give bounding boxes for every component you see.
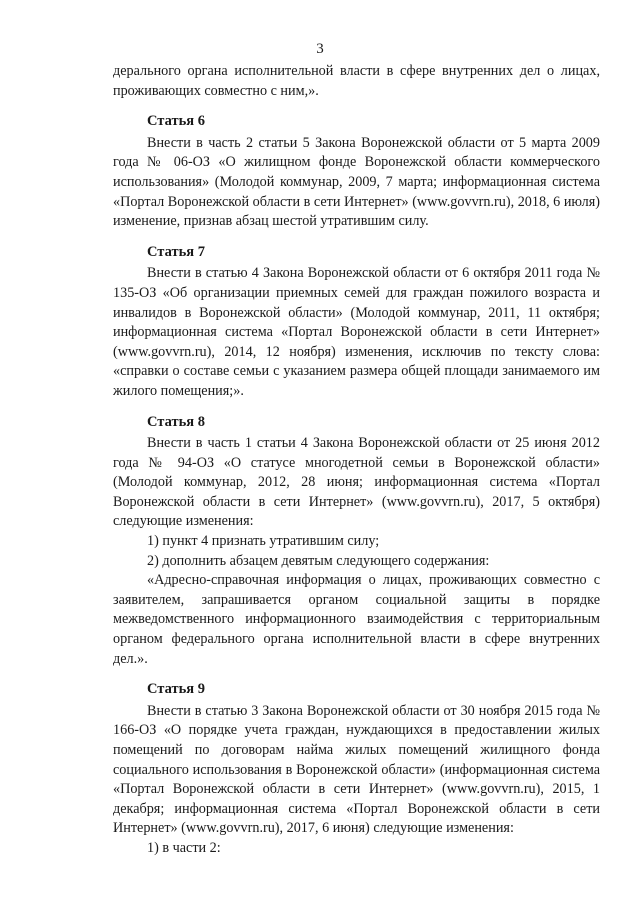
article-7-heading: Статья 7 — [147, 243, 205, 260]
article-8-item-1: 1) пункт 4 признать утратившим силу; — [147, 533, 380, 550]
article-8-item-2: 2) дополнить абзацем девятым следующего содержания: — [147, 552, 490, 569]
page-number: 3 — [316, 41, 324, 57]
article-9-item-1: 1) в части 2: — [147, 839, 221, 856]
intro-paragraph: дерального органа исполнительной власти в сфере внутренних дел о лицах, проживающих совместно с ним,». — [113, 63, 600, 99]
article-9-paragraph-1: Внести в статью 3 Закона Воронежской области от 30 ноября 2015 года № 166-ОЗ «О порядке учета граждан, нуждающихся в предоставлении жилых помещений по договорам найма жилых помещений жилищного фонда социального использования в Воронежской области» (информационная система «Портал Воронежской области в сети Интернет» (www.govvrn.ru), 2015, 1 декабря; информационная система «Портал Воронежской области в сети Интернет» (www.govvrn.ru), 2017, 6 июня) следующие изменения: — [113, 702, 600, 837]
article-8-paragraph-1: Внести в часть 1 статьи 4 Закона Воронежской области от 25 июня 2012 года № 94-ОЗ «О статусе многодетной семьи в Воронежской области» (Молодой коммунар, 2012, 28 июня; информационная система «Портал Воронежской области в сети Интернет» (www.govvrn.ru), 2017, 5 октября) следующие изменения: — [113, 435, 600, 530]
article-7-paragraph-1: Внести в статью 4 Закона Воронежской области от 6 октября 2011 года № 135-ОЗ «Об организации приемных семей для граждан пожилого возраста и инвалидов в Воронежской области» (Молодой коммунар, 2011, 11 октября; информационная система «Портал Воронежской области в сети Интернет» (www.govvrn.ru), 2014, 12 ноября) изменения, исключив по тексту слова: «справки о составе семьи с указанием размера общей площади занимаемого им жилого помещения;». — [113, 265, 600, 399]
article-9-heading: Статья 9 — [147, 681, 205, 698]
article-8-heading: Статья 8 — [147, 413, 205, 430]
article-6-paragraph-1: Внести в часть 2 статьи 5 Закона Воронежской области от 5 марта 2009 года № 06-ОЗ «О жилищном фонде Воронежской области коммерческого использования» (Молодой коммунар, 2009, 7 марта; информационная система «Портал Воронежской области в сети Интернет» (www.govvrn.ru), 2018, 6 июля) изменение, признав абзац шестой утратившим силу. — [113, 134, 600, 230]
article-6-heading: Статья 6 — [147, 113, 205, 130]
document-body — [113, 62, 600, 859]
article-8-quote: «Адресно-справочная информация о лицах, проживающих совместно с заявителем, запрашивается органом социальной защиты в порядке межведомственного информационного взаимодействия с территориальным органом федерального органа исполнительной власти в сфере внутренних дел.». — [113, 572, 600, 667]
